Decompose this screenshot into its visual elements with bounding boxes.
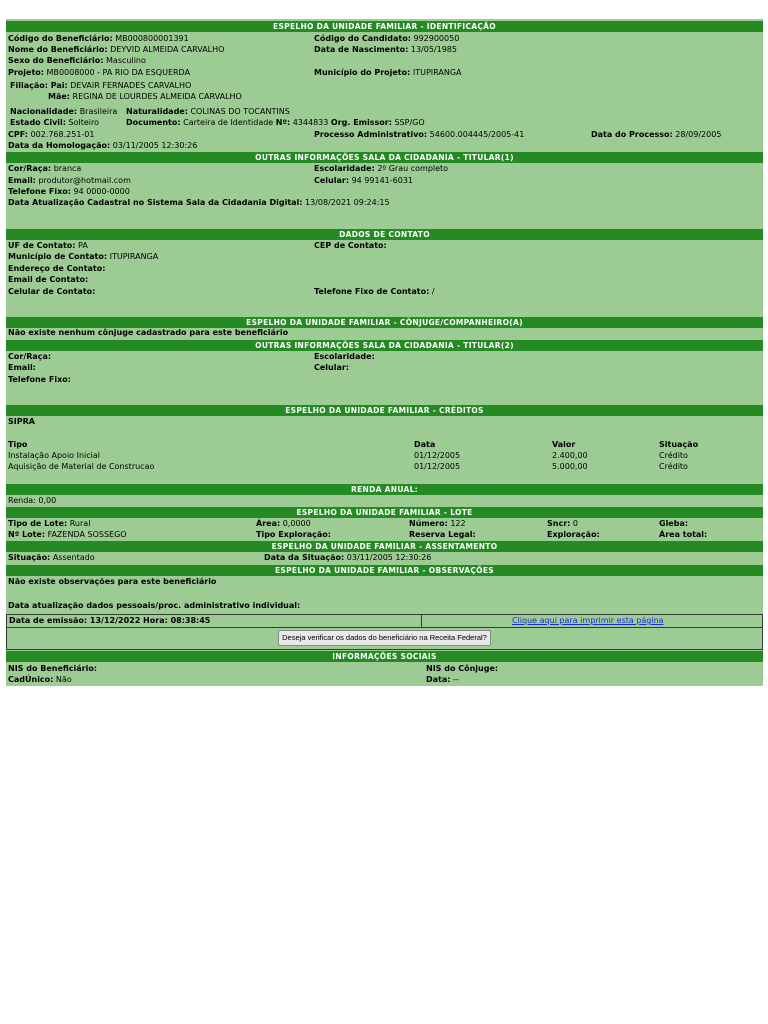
data-atualizacao-dados-pessoais: Data atualização dados pessoais/proc. administrativo individual: — [8, 601, 301, 610]
area-total: Área total: — [659, 530, 708, 539]
nome-beneficiario: Nome do Beneficiário: DEYVID ALMEIDA CARVALHO — [8, 45, 225, 54]
table-cell: Crédito — [659, 462, 688, 471]
filiacao-mae: Mãe: REGINA DE LOURDES ALMEIDA CARVALHO — [48, 92, 242, 101]
exploracao: Exploração: — [547, 530, 600, 539]
observacoes-message: Não existe observações para este beneficiário — [8, 577, 217, 586]
emissao-cell — [6, 614, 422, 628]
table-cell: Aquisição de Material de Construcao — [8, 462, 155, 471]
uf-contato: UF de Contato: PA — [8, 241, 88, 250]
email-contato: Email de Contato: — [8, 275, 89, 284]
estado-civil: Estado Civil: Solteiro — [10, 118, 99, 127]
section-header-creditos: ESPELHO DA UNIDADE FAMILIAR - CRÉDITOS — [6, 405, 763, 416]
reserva-legal: Reserva Legal: — [409, 530, 476, 539]
column-header-data: Data — [414, 440, 436, 449]
sexo-beneficiario: Sexo do Beneficiário: Masculino — [8, 56, 146, 65]
situacao: Situação: Assentado — [8, 553, 95, 562]
email: Email: produtor@hotmail.com — [8, 176, 131, 185]
celular-contato: Celular de Contato: — [8, 287, 96, 296]
codigo-candidato: Código do Candidato: 992900050 — [314, 34, 460, 43]
renda-anual: Renda: 0,00 — [8, 496, 57, 505]
table-cell: 5.000,00 — [552, 462, 588, 471]
table-cell: Crédito — [659, 451, 688, 460]
section-header-assentamento: ESPELHO DA UNIDADE FAMILIAR - ASSENTAMENTO — [6, 541, 763, 552]
data-homologacao: Data da Homologação: 03/11/2005 12:30:26 — [8, 141, 198, 150]
section-header-renda: RENDA ANUAL: — [6, 484, 763, 495]
data-nascimento: Data de Nascimento: 13/05/1985 — [314, 45, 457, 54]
filiacao-pai: Filiação: Pai: DEVAIR FERNADES CARVALHO — [10, 81, 192, 90]
data-atualizacao-cadastral: Data Atualização Cadastral no Sistema Sala da Cidadania Digital: 13/08/2021 09:24:15 — [8, 198, 390, 207]
numero-lote: Número: 122 — [409, 519, 466, 528]
cadunico: CadÚnico: Não — [8, 675, 72, 684]
codigo-beneficiario: Código do Beneficiário: MB000800001391 — [8, 34, 189, 43]
municipio-contato: Município de Contato: ITUPIRANGA — [8, 252, 159, 261]
tipo-exploracao: Tipo Exploração: — [256, 530, 331, 539]
tipo-lote: Tipo de Lote: Rural — [8, 519, 91, 528]
section-header-identificacao: ESPELHO DA UNIDADE FAMILIAR - IDENTIFICAÇÃO — [6, 21, 763, 32]
projeto: Projeto: MB0008000 - PA RIO DA ESQUERDA — [8, 68, 191, 77]
cor-raca-2: Cor/Raça: — [8, 352, 52, 361]
table-cell: 2.400,00 — [552, 451, 588, 460]
column-header-tipo: Tipo — [8, 440, 28, 449]
area-lote: Área: 0,0000 — [256, 519, 311, 528]
telefone-fixo-2: Telefone Fixo: — [8, 375, 71, 384]
telefone-fixo: Telefone Fixo: 94 0000-0000 — [8, 187, 130, 196]
nis-beneficiario: NIS do Beneficiário: — [8, 664, 98, 673]
cor-raca: Cor/Raça: branca — [8, 164, 82, 173]
telefone-fixo-contato: Telefone Fixo de Contato: / — [314, 287, 435, 296]
gleba: Gleba: — [659, 519, 689, 528]
table-cell: Instalação Apoio Inicial — [8, 451, 101, 460]
section-header-dados-contato: DADOS DE CONTATO — [6, 229, 763, 240]
section-header-lote: ESPELHO DA UNIDADE FAMILIAR - LOTE — [6, 507, 763, 518]
escolaridade: Escolaridade: 2º Grau completo — [314, 164, 449, 173]
data-situacao: Data da Situação: 03/11/2005 12:30:26 — [264, 553, 432, 562]
processo-administrativo: Processo Administrativo: 54600.004445/2005-41 — [314, 130, 525, 139]
celular-2: Celular: — [314, 363, 350, 372]
naturalidade: Naturalidade: COLINAS DO TOCANTINS — [126, 107, 290, 116]
section-header-outras-info-2: OUTRAS INFORMAÇÕES SALA DA CIDADANIA - TITULAR(2) — [6, 340, 763, 351]
column-header-valor: Valor — [552, 440, 576, 449]
print-page-link[interactable]: Clique aqui para imprimir esta página — [512, 616, 664, 625]
section-header-info-sociais: INFORMAÇÕES SOCIAIS — [6, 651, 763, 662]
cpf: CPF: 002.768.251-01 — [8, 130, 95, 139]
sncr: Sncr: 0 — [547, 519, 578, 528]
section-header-conjuge: ESPELHO DA UNIDADE FAMILIAR - CÔNJUGE/COMPANHEIRO(A) — [6, 317, 763, 328]
municipio-projeto: Município do Projeto: ITUPIRANGA — [314, 68, 462, 77]
beneficiary-record — [6, 19, 763, 686]
nacionalidade: Nacionalidade: Brasileira — [10, 107, 118, 116]
cep-contato: CEP de Contato: — [314, 241, 387, 250]
section-header-outras-info-1: OUTRAS INFORMAÇÕES SALA DA CIDADANIA - TITULAR(1) — [6, 152, 763, 163]
data-emissao: Data de emissão: 13/12/2022 Hora: 08:38:45 — [9, 616, 211, 625]
column-header-situacao: Situação — [659, 440, 699, 449]
print-cell — [421, 614, 763, 628]
n-lote: Nº Lote: FAZENDA SOSSEGO — [8, 530, 127, 539]
sistema-label: SIPRA — [8, 417, 35, 426]
table-cell: 01/12/2005 — [414, 462, 461, 471]
nis-conjuge: NIS do Cônjuge: — [426, 664, 499, 673]
endereco-contato: Endereço de Contato: — [8, 264, 106, 273]
section-header-observacoes: ESPELHO DA UNIDADE FAMILIAR - OBSERVAÇÕES — [6, 565, 763, 576]
email-2: Email: — [8, 363, 36, 372]
receita-federal-button[interactable]: Deseja verificar os dados do beneficiário na Receita Federal? — [278, 630, 491, 646]
celular: Celular: 94 99141-6031 — [314, 176, 413, 185]
escolaridade-2: Escolaridade: — [314, 352, 375, 361]
table-cell: 01/12/2005 — [414, 451, 461, 460]
documento: Documento: Carteira de Identidade Nº: 4344833 Org. Emissor: SSP/GO — [126, 118, 425, 127]
receita-cell — [6, 627, 763, 650]
conjuge-message: Não existe nenhum cônjuge cadastrado para este beneficiário — [8, 328, 289, 337]
data-cadunico: Data: -- — [426, 675, 459, 684]
data-processo: Data do Processo: 28/09/2005 — [591, 130, 722, 139]
